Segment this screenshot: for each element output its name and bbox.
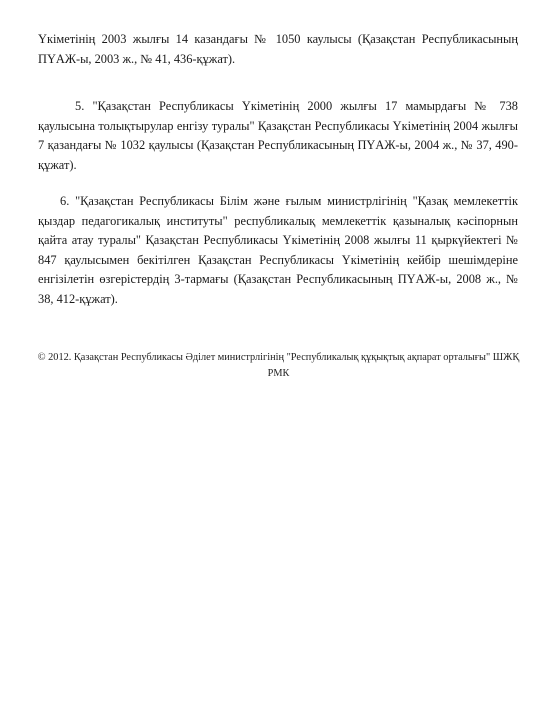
copyright-footer: © 2012. Қазақстан Республикасы Әділет министрлігінің "Республикалық құқықтық ақпарат орталығы" ШЖҚ РМК: [37, 352, 520, 379]
list-item-5: 5. "Қазақстан Республикасы Үкіметінің 2000 жылғы 17 мамырдағы № 738 қаулысына толықтырулар енгізу туралы" Қазақстан Республикасы Үкіметінің 2004 жылғы 7 қазандағы № 1032 қаулысы (Қазақстан Республикасының ПҮАЖ-ы, 2004 ж., № 37, 490-құжат).: [38, 99, 518, 172]
list-item-6: 6. "Қазақстан Республикасы Білім және ғылым министрлігінің "Қазақ мемлекеттік қыздар педагогикалық институты" республикалық мемлекеттік қазыналық кәсіпорнын қайта атау туралы" Қазақстан Республикасы Үкіметінің 2008 жылғы 11 қыркүйектегі № 847 қаулысымен бекітілген Қазақстан Республикасы Үкіметінің кейбір шешімдеріне енгізілетін өзгерістердің 3-тармағы (Қазақстан Республикасының ПҮАЖ-ы, 2008 ж., № 38, 412-құжат).: [38, 194, 518, 306]
paragraph-continuation: Үкіметінің 2003 жылғы 14 казандағы № 1050 каулысы (Қазақстан Республикасының ПҮАЖ-ы, 2003 ж., № 41, 436-құжат).: [38, 32, 518, 66]
